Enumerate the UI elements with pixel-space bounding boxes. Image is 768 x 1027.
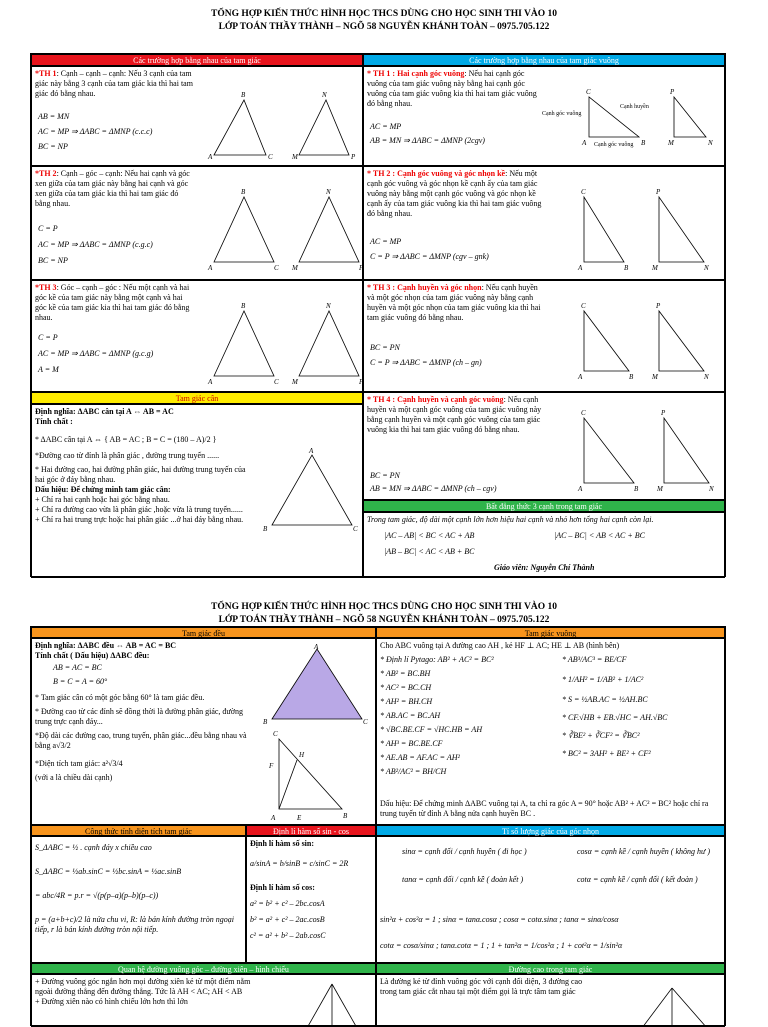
- svg-text:F: F: [269, 762, 274, 770]
- isosceles-figure: [257, 445, 362, 545]
- tsl-l-3: cotα = cạnh kề / cạnh đối ( kết đoàn ): [577, 875, 698, 884]
- page1-title-line1: TỔNG HỢP KIẾN THỨC HÌNH HỌC THCS DÙNG CHO HỌC SINH THI VÀO 10: [210, 9, 557, 19]
- dt-l-0: S_ΔABC = ½ . cạnh đáy x chiều cao: [35, 843, 152, 852]
- vuong-intro: Cho ABC vuông tại A đường cao AH , kẻ HF ⊥ AC; HE ⊥ AB (hình bên): [380, 641, 620, 650]
- vuong-dau-hieu: Dấu hiệu: Để chứng minh ΔABC vuông tại A, ta chỉ ra góc A = 90° hoặc AB² + AC² = BC² hoặc chỉ ra trung tuyến từ đỉnh A bằng nửa cạnh huyền BC .: [380, 799, 709, 818]
- vuong-r-3: * CF.√HB + EB.√HC = AH.√BC: [562, 713, 668, 722]
- bar-trig-ratios: Tỉ số lượng giác của góc nhọn: [376, 825, 725, 836]
- th3-label: *TH 3: [35, 283, 57, 292]
- cell-isosceles: [31, 404, 363, 578]
- page-2: [0, 598, 768, 1024]
- svg-text:N: N: [704, 373, 709, 381]
- can-dau-hieu: Dấu hiệu: Để chứng minh tam giác cân:: [35, 485, 171, 494]
- svg-text:N: N: [704, 264, 709, 272]
- page2-title-line1: TỔNG HỢP KIẾN THỨC HÌNH HỌC THCS DÙNG CHO HỌC SINH THI VÀO 10: [210, 602, 557, 612]
- svg-text:H: H: [299, 751, 305, 759]
- v3-formula-2: C = P ⇒ ΔABC = ΔMNP (ch – gn): [370, 358, 482, 367]
- th3-formula-2: AC = MP ⇒ ΔABC = ΔMNP (g.c.g): [38, 349, 154, 358]
- vuong-l-6: * AH³ = BC.BE.CF: [380, 739, 443, 748]
- svg-text:C: C: [274, 264, 279, 272]
- vuong-r-4: * ∛BE² + ∛CF² = ∛BC²: [562, 731, 640, 740]
- sin-heading: Định lí hàm số sin:: [250, 839, 315, 848]
- svg-text:C: C: [586, 88, 591, 96]
- cell-v1: [363, 66, 725, 166]
- svg-text:P: P: [656, 302, 661, 310]
- page2-grid: [30, 626, 726, 1026]
- equilateral-figure: [257, 644, 375, 824]
- cell-trig-ratios: [376, 836, 725, 963]
- bar-sine-cosine-law: Định lí hàm số sin - cos: [246, 825, 376, 836]
- svg-text:A: A: [582, 139, 587, 147]
- v1-label-leg1: Cạnh góc vuông: [542, 111, 582, 117]
- bar-right-triangle-congruence: Các trường hợp bằng nhau của tam giác vuông: [363, 54, 725, 66]
- deu-l1: * Tam giác cân có một góc bằng 60° là tam giác đều.: [35, 693, 205, 702]
- vuong-l-3: * AH² = BH.CH: [380, 697, 433, 706]
- svg-text:B: B: [263, 525, 268, 533]
- svg-text:E: E: [297, 814, 302, 822]
- vuong-r-2: * S = ½AB.AC = ½AH.BC: [562, 695, 648, 704]
- svg-text:M: M: [668, 139, 674, 147]
- sin-formula: a/sinA = b/sinB = c/sinC = 2R: [250, 859, 349, 868]
- dt-l-2: = abc/4R = p.r = √(p(p–a)(p–b)(p–c)): [35, 891, 159, 900]
- v4-label: * TH 4 : Cạnh huyền và cạnh góc vuông: [367, 395, 504, 404]
- svg-text:A: A: [578, 264, 583, 272]
- svg-text:M: M: [292, 264, 298, 272]
- svg-text:B: B: [241, 302, 246, 310]
- cos-l-0: a² = b² + c² – 2bc.cosA: [250, 899, 325, 908]
- vuong-l-1: * AB² = BC.BH: [380, 669, 431, 678]
- bar-area-formula: Công thức tính diện tích tam giác: [31, 825, 246, 836]
- th3-formula-3: A = M: [38, 365, 59, 374]
- th1-formula-1: AB = MN: [38, 112, 70, 121]
- vuong-r-1: * 1/AH² = 1/AB² + 1/AC²: [562, 675, 644, 684]
- v1-label: * TH 1 : Hai cạnh góc vuông: [367, 69, 465, 78]
- cell-altitude: [376, 974, 725, 1027]
- dt-l-3: p = (a+b+c)/2 là nửa chu vi, R: là bán kính đường tròn ngoại tiếp, r là bán kính đường tròn nội tiếp.: [35, 915, 234, 934]
- cell-perpendicular-oblique: [31, 974, 376, 1027]
- svg-text:C: C: [273, 730, 278, 738]
- svg-text:M: M: [652, 373, 658, 381]
- v1-label-hyp: Cạnh huyền: [620, 104, 649, 110]
- svg-text:A: A: [271, 814, 276, 822]
- svg-text:A: A: [208, 378, 213, 386]
- svg-text:N: N: [326, 302, 331, 310]
- cos-l-2: c² = a² + b² – 2ab.cosC: [250, 931, 326, 940]
- svg-text:C: C: [581, 409, 586, 417]
- vuong-l-8: * AB²/AC² = BH/CH: [380, 767, 447, 776]
- page2-title: [0, 601, 768, 627]
- th1-text: : Cạnh – cạnh – cạnh: Nếu 3 cạnh của tam giác này bằng 3 cạnh của tam giác kia thì hai tam giác đó bằng nhau.: [35, 69, 193, 98]
- v4-figure: [544, 403, 724, 498]
- tsl-l-2: tanα = cạnh đối / cạnh kề ( đoàn kết ): [402, 875, 524, 884]
- tsl-formula-1: sin²α + cos²α = 1 ; sinα = tanα.cosα ; cosα = cotα.sinα ; tanα = sinα/cosα: [380, 915, 619, 924]
- v1-text: : Nếu hai cạnh góc vuông của tam giác vuông này bằng hai cạnh góc vuông của tam giác vuông kia thì hai tam giác vuông đó bằng nhau.: [367, 69, 537, 108]
- vuong-left-list: [380, 655, 560, 777]
- v4-formula-2: AB = MN ⇒ ΔABC = ΔMNP (ch – cgv): [370, 484, 497, 493]
- svg-text:A: A: [309, 447, 314, 455]
- v4-text: : Nếu cạnh huyền và một cạnh góc vuông của tam giác vuông này bằng cạnh huyền và một cạnh góc vuông của tam giác vuông kia thì hai tam giác vuông đó bằng nhau.: [367, 395, 542, 434]
- bdt-f1: |AC – AB| < BC < AC + AB: [384, 531, 475, 540]
- can-def: Định nghĩa: ΔABC cân tại A ⇔ AB = AC: [35, 407, 174, 416]
- th1-formula-2: AC = MP ⇒ ΔABC = ΔMNP (c.c.c): [38, 127, 153, 136]
- th3-text: : Góc – cạnh – góc : Nếu một cạnh và hai góc kề của tam giác này bằng một cạnh và hai góc kề của tam giác kia thì hai tam giác đó bằng nhau.: [35, 283, 190, 322]
- svg-text:C: C: [581, 188, 586, 196]
- bar-altitude: Đường cao trong tam giác: [376, 963, 725, 974]
- tsl-formula-2: cotα = cosα/sinα ; tanα.cotα = 1 ; 1 + tan²α = 1/cos²α ; 1 + cot²α = 1/sin²α: [380, 941, 623, 950]
- cell-sine-cosine-law: [246, 836, 376, 963]
- svg-text:B: B: [241, 188, 246, 196]
- deu-f1: AB = AC = BC: [53, 663, 102, 672]
- page2-title-line2: LỚP TOÁN THẦY THÀNH – NGÕ 58 NGUYỄN KHÁNH TOÀN – 0975.705.122: [218, 615, 550, 625]
- svg-text:P: P: [670, 88, 675, 96]
- cell-v4: [363, 392, 725, 500]
- th2-formula-1: C = P: [38, 224, 58, 233]
- th2-formula-2: AC = MP ⇒ ΔABC = ΔMNP (c.g.c): [38, 240, 153, 249]
- svg-text:P: P: [656, 188, 661, 196]
- tsl-l-1: cosα = cạnh kề / cạnh huyền ( không hư ): [577, 847, 711, 856]
- cell-th3: [31, 280, 363, 392]
- deu-l2: * Đường cao từ các đỉnh sẽ đồng thời là đường phân giác, đường trung trực cạnh đáy...: [35, 707, 243, 726]
- deu-l5: (với a là chiều dài cạnh): [35, 773, 113, 782]
- v2-figure: [544, 182, 724, 277]
- svg-text:P: P: [359, 378, 364, 386]
- cell-right-triangle: [376, 638, 725, 825]
- bar-perpendicular-oblique: Quan hệ đường vuông góc – đường xiên – hình chiếu: [31, 963, 376, 974]
- svg-text:C: C: [353, 525, 358, 533]
- altitude-figure: [622, 980, 722, 1027]
- bdt-text: Trong tam giác, độ dài một cạnh lớn hơn hiệu hai cạnh và nhỏ hơn tổng hai cạnh còn lại.: [367, 515, 654, 524]
- bdt-f3: |AB – BC| < AC < AB + BC: [384, 547, 475, 556]
- svg-text:A: A: [314, 644, 319, 651]
- th1-label: *TH 1: [35, 69, 57, 78]
- v3-label: * TH 3 : Cạnh huyền và góc nhọn: [367, 283, 482, 292]
- th3-formula-1: C = P: [38, 333, 58, 342]
- svg-text:A: A: [208, 153, 213, 161]
- perpendicular-figure: [292, 980, 372, 1027]
- svg-text:M: M: [657, 485, 663, 493]
- svg-text:A: A: [208, 264, 213, 272]
- v1-formula-2: AB = MN ⇒ ΔABC = ΔMNP (2cgv): [370, 136, 485, 145]
- deu-l3: *Độ dài các đường cao, trung tuyến, phân giác...đều bằng nhau và bằng a√3/2: [35, 731, 247, 750]
- dc-l1: Là đường kẻ từ đỉnh vuông góc với cạnh đối diện, 3 đường cao trong tam giác cắt nhau tại một điểm gọi là trực tâm tam giác: [380, 977, 583, 996]
- bar-equilateral: Tam giác đều: [31, 627, 376, 638]
- svg-text:C: C: [363, 718, 368, 726]
- svg-text:B: B: [629, 373, 634, 381]
- th2-label: *TH 2: [35, 169, 57, 178]
- vuong-l-2: * AC² = BC.CH: [380, 683, 432, 692]
- cell-triangle-inequality: [363, 512, 725, 578]
- vuong-right-list: [562, 655, 722, 759]
- qh-l1: + Đường vuông góc ngắn hơn mọi đường xiên kẻ từ một điểm nằm ngoài đường thẳng đến đường thẳng. Tức là AH < AC; AH < AB: [35, 977, 251, 996]
- v1-label-leg2: Cạnh góc vuông: [594, 142, 634, 148]
- svg-text:C: C: [268, 153, 273, 161]
- bar-triangle-inequality: Bất đẳng thức 3 cạnh trong tam giác: [363, 500, 725, 512]
- svg-text:M: M: [292, 378, 298, 386]
- vuong-r-5: * BC² = 3AH² + BE² + CF²: [562, 749, 651, 758]
- vuong-l-7: * AE.AB = AF.AC = AH²: [380, 753, 460, 762]
- svg-text:B: B: [641, 139, 646, 147]
- svg-text:M: M: [292, 153, 298, 161]
- svg-text:P: P: [351, 153, 356, 161]
- svg-text:A: A: [578, 485, 583, 493]
- can-d3: + Chỉ ra hai trung trực hoặc hai phân giác ...ở hai đáy bằng nhau.: [35, 515, 244, 524]
- svg-text:P: P: [359, 264, 364, 272]
- cell-equilateral: [31, 638, 376, 825]
- svg-text:N: N: [322, 91, 327, 99]
- page1-title: [0, 8, 768, 34]
- svg-text:M: M: [652, 264, 658, 272]
- can-d2: + Chỉ ra đường cao vừa là phân giác ,hoặc vừa là trung tuyến......: [35, 505, 243, 514]
- page1-title-line2: LỚP TOÁN THẦY THÀNH – NGÕ 58 NGUYỄN KHÁNH TOÀN – 0975.705.122: [218, 22, 550, 32]
- qh-l2: + Đường xiên nào có hình chiếu lớn hơn thì lớn: [35, 997, 188, 1006]
- v2-text: : Nếu một cạnh góc vuông và góc nhọn kề cạnh ấy của tam giác vuông này bằng một cạnh góc vuông và góc nhọn kề cạnh ấy của tam giác vuông kia thì hai tam giác vuông đó bằng nhau.: [367, 169, 542, 218]
- v2-formula-1: AC = MP: [370, 237, 402, 246]
- v3-text: : Nếu cạnh huyền và một góc nhọn của tam giác vuông này bằng cạnh huyền và một góc nhọn của tam giác vuông kia thì hai tam giác vuông đó bằng nhau.: [367, 283, 541, 322]
- can-d1: + Chỉ ra hai cạnh hoặc hai góc bằng nhau.: [35, 495, 170, 504]
- bar-isosceles: Tam giác cân: [31, 392, 363, 404]
- v2-label: * TH 2 : Cạnh góc vuông và góc nhọn kề: [367, 169, 506, 178]
- bar-triangle-congruence: Các trường hợp bằng nhau của tam giác: [31, 54, 363, 66]
- tsl-l-0: sinα = cạnh đối / cạnh huyền ( đi học ): [402, 847, 527, 856]
- th2-figure: [204, 182, 363, 277]
- svg-text:B: B: [343, 812, 348, 820]
- can-tc2: * ΔABC cân tại A ⇔ { AB = AC ; B = C = (180 – A)/2 }: [35, 435, 217, 444]
- svg-text:B: B: [263, 718, 268, 726]
- deu-def: Định nghĩa: ΔABC đều ⇔ AB = AC = BC: [35, 641, 177, 650]
- v2-formula-2: C = P ⇒ ΔABC = ΔMNP (cgv – gnk): [370, 252, 489, 261]
- svg-text:N: N: [709, 485, 714, 493]
- can-tc: Tính chất :: [35, 417, 73, 426]
- deu-f2: B = C = A = 60°: [53, 677, 108, 686]
- svg-text:B: B: [241, 91, 246, 99]
- vuong-r-0: * AB³/AC³ = BE/CF: [562, 655, 627, 664]
- vuong-l-0: * Định lí Pytago: AB² + AC² = BC²: [380, 655, 494, 664]
- bar-right-triangle: Tam giác vuông: [376, 627, 725, 638]
- cos-heading: Định lí hàm số cos:: [250, 883, 315, 892]
- svg-text:C: C: [274, 378, 279, 386]
- svg-text:P: P: [661, 409, 666, 417]
- th1-figure: [204, 85, 363, 165]
- v3-formula-1: BC = PN: [370, 343, 400, 352]
- deu-l4: *Diện tích tam giác: a²√3/4: [35, 759, 123, 768]
- th2-text: : Cạnh – góc – cạnh: Nếu hai cạnh và góc xen giữa của tam giác này bằng hai cạnh và góc xen giữa của tam giác kia thì hai tam giác đó bằng nhau.: [35, 169, 190, 208]
- cell-v2: [363, 166, 725, 280]
- vuong-l-5: * √BC.BE.CF = √HC.HB = AH: [380, 725, 483, 734]
- page1-grid: [30, 53, 726, 577]
- can-line1: *Đường cao từ đỉnh là phân giác , đường trung tuyến ......: [35, 451, 220, 460]
- cell-area-formula: [31, 836, 246, 963]
- th1-formula-3: BC = NP: [38, 142, 68, 151]
- bdt-f2: |AC – BC| < AB < AC + BC: [554, 531, 645, 540]
- v1-formula-1: AC = MP: [370, 122, 402, 131]
- deu-tc: Tính chất ( Dấu hiệu) ΔABC đều:: [35, 651, 150, 660]
- cell-th2: [31, 166, 363, 280]
- cell-v3: [363, 280, 725, 392]
- svg-text:C: C: [581, 302, 586, 310]
- cell-th1: [31, 66, 363, 166]
- v1-figure: [544, 82, 724, 162]
- svg-text:B: B: [624, 264, 629, 272]
- svg-text:A: A: [578, 373, 583, 381]
- th2-formula-3: BC = NP: [38, 256, 68, 265]
- v4-formula-1: BC = PN: [370, 471, 400, 480]
- dt-l-1: S_ΔABC = ½ab.sinC = ½bc.sinA = ½ac.sinB: [35, 867, 182, 876]
- can-line2: * Hai đường cao, hai đường phân giác, hai đường trung tuyến của hai góc ở đáy bằng nhau.: [35, 465, 246, 484]
- cos-l-1: b² = a² + c² – 2ac.cosB: [250, 915, 325, 924]
- th3-figure: [204, 296, 363, 391]
- svg-text:N: N: [708, 139, 713, 147]
- v3-figure: [544, 296, 724, 391]
- svg-text:N: N: [326, 188, 331, 196]
- svg-text:B: B: [634, 485, 639, 493]
- vuong-l-4: * AB.AC = BC.AH: [380, 711, 441, 720]
- teacher-name: Giáo viên: Nguyễn Chí Thành: [494, 563, 595, 572]
